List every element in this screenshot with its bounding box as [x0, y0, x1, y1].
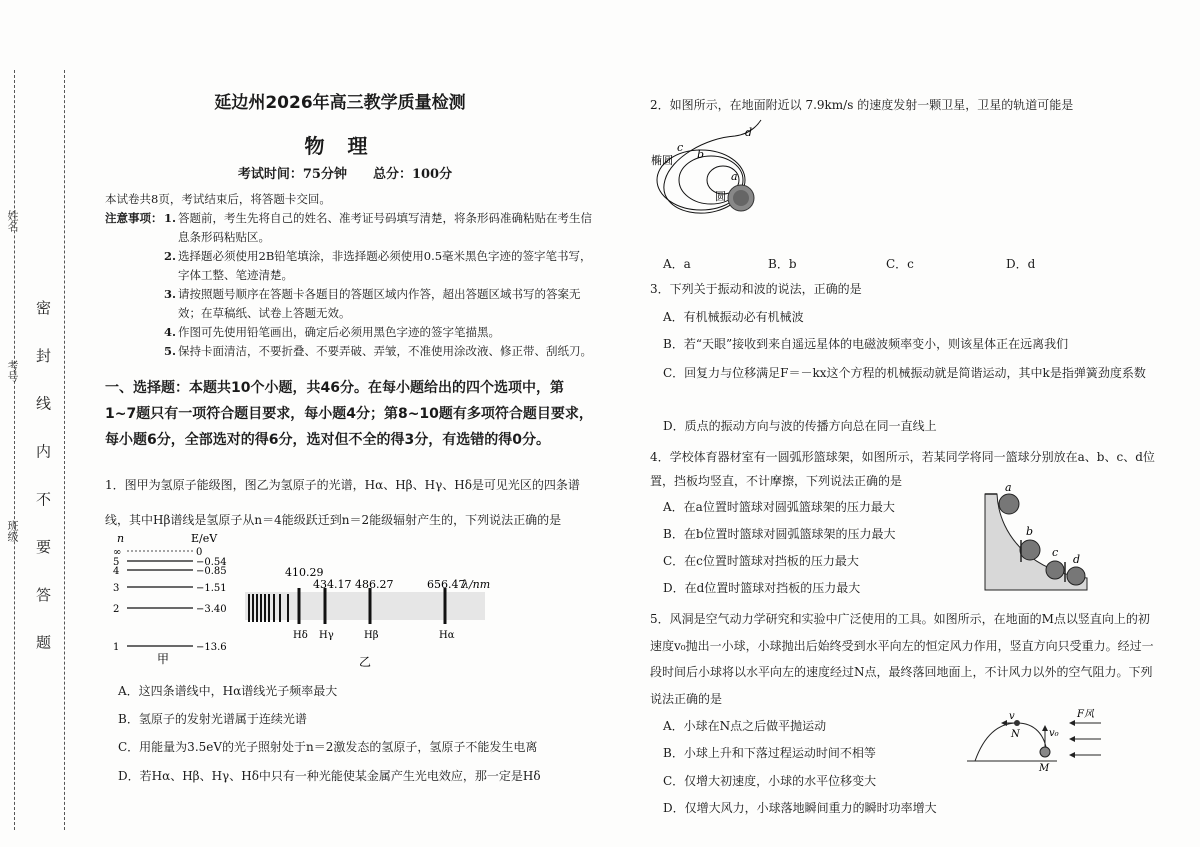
ball-a	[999, 494, 1019, 514]
energy-axis-n-label: n	[117, 532, 125, 545]
q2-option-c: C．c	[886, 257, 914, 271]
notes-block	[105, 209, 595, 361]
q5-option-d: D．仅增大风力，小球落地瞬间重力的瞬时功率增大	[663, 801, 937, 815]
q5-wind-tunnel-figure	[965, 705, 1105, 775]
binding-strip	[0, 0, 90, 847]
ball-b	[1020, 540, 1040, 560]
binding-label-id: 考号	[6, 360, 19, 382]
energy-level-e: 0	[196, 547, 203, 558]
q3-option-a: A．有机械振动必有机械波	[663, 310, 804, 324]
binding-warning-text: 密 封 线 内 不 要 答 题	[34, 300, 52, 664]
label-ellipse: 椭圆	[651, 154, 673, 167]
wavelength-label-3: 486.27	[355, 578, 394, 591]
label-c: c	[677, 141, 684, 154]
label-d: d	[745, 126, 753, 139]
binding-dashed-line	[14, 70, 15, 830]
q3-option-d: D．质点的振动方向与波的传播方向总在同一直线上	[663, 419, 937, 433]
label-a: a	[1005, 481, 1012, 494]
label-circle: 圆	[715, 190, 726, 203]
question-5-stem: 5．风洞是空气动力学研究和实验中广泛使用的工具。如图所示，在地面的M点以竖直向上的初速度v₀抛出一小球，小球抛出后始终受到水平向左的恒定风力作用，竖直方向只受重力。经过一段时间后小球将以水平向左的速度经过N点，最终落回地面上，不计风力以外的空气阻力。下列说法正确的是	[650, 612, 1154, 706]
q4-option-d: D．在d位置时篮球对挡板的压力最大	[663, 581, 861, 595]
energy-level-e: −3.40	[196, 604, 227, 615]
ball-m	[1040, 747, 1050, 757]
question-4-stem: 4．学校体育器材室有一圆弧形篮球架，如图所示，若某同学将同一篮球分别放在a、b、c、d位置，挡板均竖直，不计摩擦，下列说法正确的是	[650, 450, 1155, 488]
energy-level-e: −0.54	[196, 557, 227, 568]
q1-option-b: B．氢原子的发射光谱属于连续光谱	[118, 712, 307, 726]
q5-option-c: C．仅增大初速度，小球的水平位移变大	[663, 774, 877, 788]
wavelength-unit: λ/nm	[462, 578, 491, 591]
ball-c	[1046, 561, 1064, 579]
label-f-wind: F风	[1077, 709, 1094, 720]
q4-option-c: C．在c位置时篮球对挡板的压力最大	[663, 554, 859, 568]
q3-option-c: C．回复力与位移满足F＝－kx这个方程的机械振动就是简谐运动，其中k是指弹簧劲度系数	[663, 366, 1146, 380]
binding-label-name: 姓名	[6, 210, 19, 232]
q1-option-d: D．若Hα、Hβ、Hγ、Hδ中只有一种光能使某金属产生光电效应，那一定是Hδ	[118, 769, 541, 783]
label-d: d	[1073, 553, 1081, 566]
wavelength-label-1: 410.29	[285, 566, 324, 579]
binding-dashed-line	[64, 70, 65, 830]
energy-level-n: ∞	[113, 547, 122, 558]
energy-level-n: 5	[113, 557, 120, 568]
energy-level-n: 2	[113, 604, 120, 615]
q1-option-c: C．用能量为3.5eV的光子照射处于n＝2激发态的氢原子，氢原子不能发生电离	[118, 740, 538, 754]
label-m: M	[1039, 763, 1050, 774]
q2-option-a: A．a	[663, 257, 691, 271]
q5-option-a: A．小球在N点之后做平抛运动	[663, 719, 827, 733]
note-item: 4. 作图可先使用铅笔画出，确定后必须用黑色字迹的签字笔描黑。	[164, 325, 500, 339]
exam-title: 延边州2026年高三教学质量检测	[214, 93, 466, 113]
energy-axis-e-label: E/eV	[191, 532, 218, 545]
section-heading: 一、选择题：本题共10个小题，共46分。在每小题给出的四个选项中，第1~7题只有一项符合题目要求，每小题4分；第8~10题有多项符合题目要求，每小题6分，全部选对的得6分，选对但不全的得3分，有选错的得0分。	[105, 380, 593, 448]
label-a: a	[731, 170, 738, 183]
label-b: b	[697, 148, 705, 161]
note-item: 2. 选择题必须使用2B铅笔填涂，非选择题必须使用0.5毫米黑色字迹的签字笔书写，字体工整、笔迹清楚。	[164, 249, 592, 282]
q4-basket-rack-figure	[975, 478, 1093, 598]
intro-text: 本试卷共8页，考试结束后，将答题卡交回。	[105, 192, 331, 206]
earth-core	[733, 190, 749, 206]
figure-caption-yi: 乙	[359, 655, 372, 669]
energy-level-n: 3	[113, 583, 120, 594]
energy-level-n: 4	[113, 566, 120, 577]
line-label-h-alpha: Hα	[439, 630, 455, 641]
label-c: c	[1052, 546, 1059, 559]
q2-orbit-figure	[645, 118, 785, 233]
question-2-stem: 2．如图所示，在地面附近以 7.9km/s 的速度发射一颗卫星，卫星的轨道可能是	[650, 98, 1074, 112]
spectrum-panel	[245, 566, 490, 669]
energy-level-e: −1.51	[196, 583, 227, 594]
binding-label-class: 班级	[6, 520, 19, 542]
figure-caption-jia: 甲	[157, 652, 170, 666]
note-item: 1. 答题前，考生先将自己的姓名、准考证号码填写清楚，将条形码准确粘贴在考生信息条形码粘贴区。	[164, 211, 592, 244]
label-n: N	[1011, 729, 1020, 740]
exam-subject: 物 理	[304, 134, 376, 158]
q2-option-d: D．d	[1006, 257, 1036, 271]
energy-level-e: −13.6	[196, 642, 227, 653]
energy-level-e: −0.85	[196, 566, 227, 577]
q1-figure	[105, 530, 595, 670]
line-label-h-gamma: Hγ	[319, 630, 334, 641]
label-v: v	[1009, 711, 1015, 722]
exam-info: 考试时间：75分钟 总分：100分	[237, 167, 453, 182]
energy-level-n: 1	[113, 642, 120, 653]
wavelength-label-2: 434.17	[313, 578, 352, 591]
q1-option-a: A．这四条谱线中，Hα谱线光子频率最大	[118, 684, 338, 698]
question-1-stem: 1．图甲为氢原子能级图，图乙为氢原子的光谱，Hα、Hβ、Hγ、Hδ是可见光区的四条谱线，其中Hβ谱线是氢原子从n＝4能级跃迁到n＝2能级辐射产生的，下列说法正确的是	[105, 478, 580, 527]
wavelength-label-4: 656.47	[427, 578, 466, 591]
line-label-h-delta: Hδ	[293, 630, 308, 641]
energy-levels	[113, 547, 227, 653]
note-item: 3. 请按照题号顺序在答题卡各题目的答题区域内作答，超出答题区域书写的答案无效；在草稿纸、试卷上答题无效。	[164, 287, 581, 320]
notes-label: 注意事项：	[105, 211, 163, 225]
ball-d	[1067, 567, 1085, 585]
label-b: b	[1026, 525, 1034, 538]
question-3-stem: 3．下列关于振动和波的说法，正确的是	[650, 282, 862, 296]
line-label-h-beta: Hβ	[364, 630, 379, 641]
q3-option-b: B．若“天眼”接收到来自遥远星体的电磁波频率变小，则该星体正在远离我们	[663, 337, 1069, 351]
q5-option-b: B．小球上升和下落过程运动时间不相等	[663, 746, 876, 760]
q4-option-b: B．在b位置时篮球对圆弧篮球架的压力最大	[663, 527, 896, 541]
note-item: 5. 保持卡面清洁，不要折叠、不要弄破、弄皱，不准使用涂改液、修正带、刮纸刀。	[164, 344, 592, 358]
q2-option-b: B．b	[768, 257, 797, 271]
q4-option-a: A．在a位置时篮球对圆弧篮球架的压力最大	[663, 500, 895, 514]
label-v0: v₀	[1049, 728, 1059, 739]
